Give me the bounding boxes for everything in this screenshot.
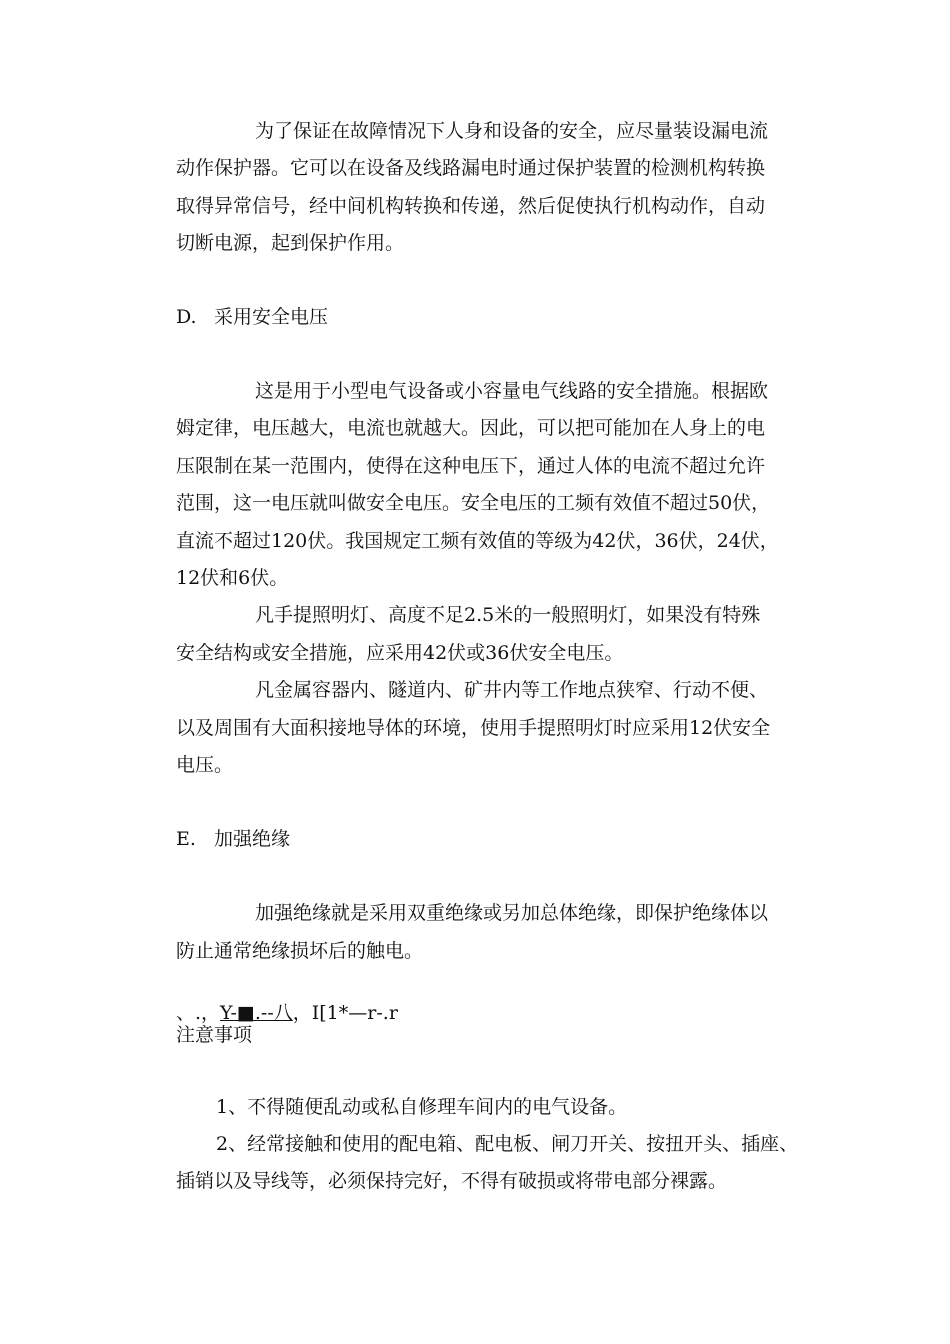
section-title: 加强绝缘 [214, 828, 291, 850]
paragraph-line: 动作保护器。它可以在设备及线路漏电时通过保护装置的检测机构转换 [176, 157, 766, 179]
paragraph-line: 防止通常绝缘损坏后的触电。 [176, 940, 424, 962]
section-letter: D. [176, 306, 197, 328]
paragraph-line: 凡手提照明灯、高度不足2.5米的一般照明灯，如果没有特殊 [255, 604, 761, 626]
notes-heading: 注意事项 [176, 1024, 253, 1046]
paragraph-line: 这是用于小型电气设备或小容量电气线路的安全措施。根据欧 [255, 380, 769, 402]
section-e-heading [176, 828, 290, 850]
paragraph-line: 电压。 [176, 754, 234, 776]
artifact-prefix: 、.， [176, 1002, 221, 1024]
paragraph-line: 压限制在某一范围内，使得在这种电压下，通过人体的电流不超过允许 [176, 455, 766, 477]
paragraph-line: 取得异常信号，经中间机构转换和传递，然后促使执行机构动作，自动 [176, 195, 766, 217]
paragraph-line: 安全结构或安全措施，应采用42伏或36伏安全电压。 [176, 642, 624, 664]
paragraph-line: 姆定律，电压越大，电流也就越大。因此，可以把可能加在人身上的电 [176, 417, 766, 439]
section-letter: E. [176, 828, 196, 850]
ocr-artifact-line [176, 1002, 398, 1024]
notes-item: 2、经常接触和使用的配电箱、配电板、闸刀开关、按扭开头、插座、 [216, 1133, 799, 1155]
section-title: 采用安全电压 [214, 306, 329, 328]
paragraph-line: 加强绝缘就是采用双重绝缘或另加总体绝缘，即保护绝缘体以 [255, 902, 769, 924]
paragraph-line: 切断电源，起到保护作用。 [176, 232, 405, 254]
paragraph-line: 凡金属容器内、隧道内、矿井内等工作地点狭窄、行动不便、 [255, 679, 769, 701]
section-d-heading [176, 306, 328, 328]
paragraph-line: 范围，这一电压就叫做安全电压。安全电压的工频有效值不超过50伏， [176, 492, 771, 514]
notes-item: 1、不得随便乱动或私自修理车间内的电气设备。 [216, 1096, 628, 1118]
paragraph-line: 直流不超过120伏。我国规定工频有效值的等级为42伏，36伏，24伏， [176, 530, 779, 552]
notes-item: 插销以及导线等，必须保持完好，不得有破损或将带电部分裸露。 [176, 1170, 728, 1192]
paragraph-line: 12伏和6伏。 [176, 567, 289, 589]
artifact-underlined: Y-■.--八 [220, 1002, 293, 1024]
paragraph-line: 以及周围有大面积接地导体的环境，使用手提照明灯时应采用12伏安全 [176, 717, 771, 739]
artifact-suffix: ，I[1*—r-.r [292, 1002, 398, 1024]
paragraph-line: 为了保证在故障情况下人身和设备的安全，应尽量装设漏电流 [255, 120, 769, 142]
